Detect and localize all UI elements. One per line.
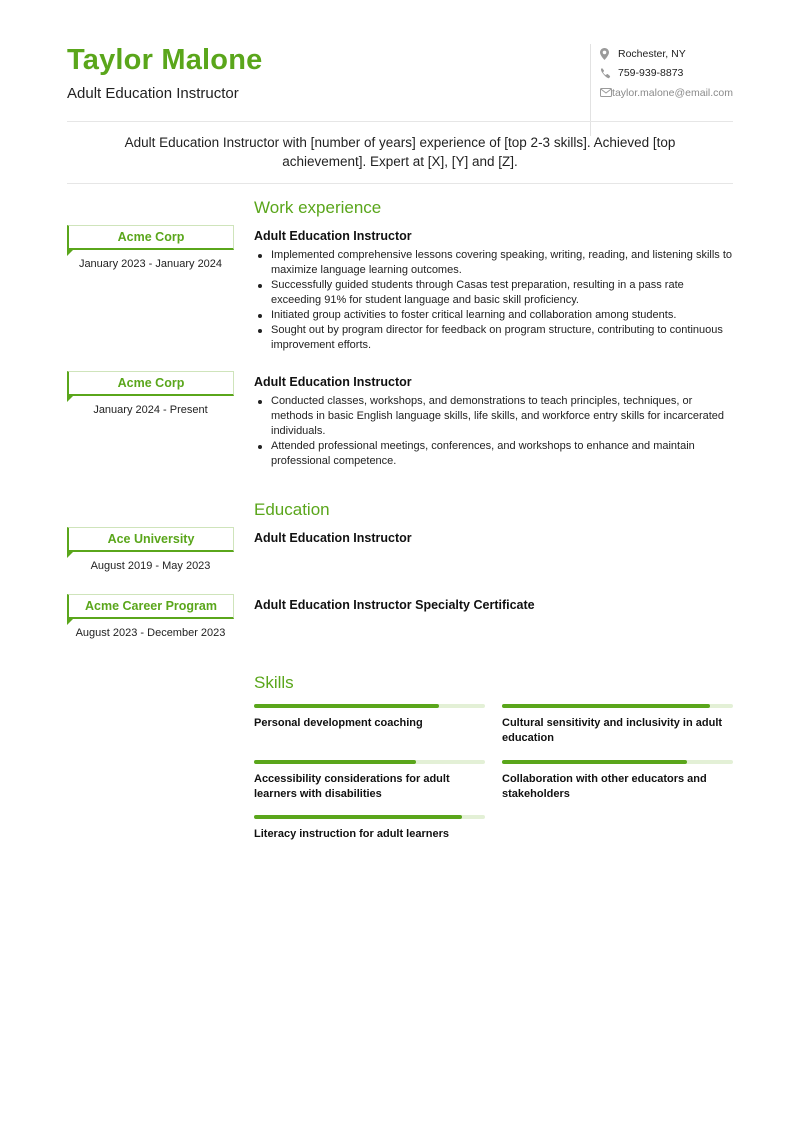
skill-name: Accessibility considerations for adult learners with disabilities: [254, 773, 450, 800]
candidate-role: Adult Education Instructor: [67, 85, 239, 102]
candidate-name: Taylor Malone: [67, 44, 263, 76]
professional-summary: Adult Education Instructor with [number of years] experience of [top 2-3 skills]. Achieved [top achievement]. Expert at [X], [Y] and [Z].: [124, 135, 676, 169]
bullet-item: Attended professional meetings, conferences, and workshops to enhance and maintain professional competence.: [254, 439, 734, 469]
contact-location: [600, 44, 733, 64]
bullet-item: Sought out by program director for feedback on program structure, contributing to continuous improvement efforts.: [254, 323, 734, 353]
job-dates: January 2024 - Present: [93, 404, 208, 416]
skill-level-bar: [502, 704, 733, 708]
skill-name: Cultural sensitivity and inclusivity in adult education: [502, 717, 723, 744]
bullet-item: Implemented comprehensive lessons covering speaking, writing, reading, and listening skills to maximize language learning outcomes.: [254, 248, 734, 278]
job-title: Adult Education Instructor: [254, 375, 412, 389]
bullet-item: Initiated group activities to foster critical learning and collaboration among students.: [254, 308, 734, 323]
skill-name: Personal development coaching: [254, 717, 423, 729]
skill-level-fill: [254, 704, 439, 708]
education-dates: August 2023 - December 2023: [75, 627, 226, 639]
skill-level-bar: [254, 760, 485, 764]
summary-divider: [67, 183, 733, 184]
degree-title: Adult Education Instructor: [254, 531, 412, 545]
skill-level-fill: [254, 815, 462, 819]
company-tag: Acme Corp: [67, 371, 234, 396]
skill-name: Collaboration with other educators and stakeholders: [502, 773, 707, 800]
phone-icon: [600, 68, 618, 79]
skill-level-bar: [502, 760, 733, 764]
map-pin-icon: [600, 48, 618, 60]
work-experience-heading: Work experience: [254, 198, 382, 217]
degree-title: Adult Education Instructor Specialty Certificate: [254, 598, 535, 612]
school-tag: Ace University: [67, 527, 234, 552]
bullet-item: Successfully guided students through Casas test preparation, resulting in a pass rate exceeding 91% for student language and basic skill proficiency.: [254, 278, 734, 308]
skill-level-bar: [254, 815, 485, 819]
skill-level-bar: [254, 704, 485, 708]
school-tag: Acme Career Program: [67, 594, 234, 619]
contact-email[interactable]: [600, 83, 733, 103]
location-text: Rochester, NY: [618, 47, 686, 60]
skill-item: [502, 760, 733, 802]
header-divider: [67, 121, 733, 122]
job-bullets: [254, 248, 734, 353]
skill-level-fill: [502, 760, 687, 764]
skills-heading: Skills: [254, 673, 294, 692]
contact-phone: [600, 64, 733, 84]
resume-header: [67, 44, 733, 124]
job-title: Adult Education Instructor: [254, 229, 412, 243]
email-link[interactable]: taylor.malone@email.com: [612, 86, 733, 99]
skill-level-fill: [254, 760, 416, 764]
skill-name: Literacy instruction for adult learners: [254, 828, 449, 840]
education-dates: August 2019 - May 2023: [90, 560, 211, 572]
company-tag: Acme Corp: [67, 225, 234, 250]
skill-item: [254, 760, 485, 802]
job-bullets: [254, 394, 734, 469]
bullet-item: Conducted classes, workshops, and demonstrations to teach principles, techniques, or methods in basic English language skills, life skills, and workforce entry skills for incarcerated individuals.: [254, 394, 734, 439]
skill-level-fill: [502, 704, 710, 708]
phone-text: 759-939-8873: [618, 67, 684, 80]
skill-item: [254, 704, 485, 731]
job-dates: January 2023 - January 2024: [78, 258, 223, 270]
envelope-icon: [600, 88, 612, 97]
skill-item: [254, 815, 485, 842]
contact-block: [590, 44, 733, 136]
skill-item: [502, 704, 733, 746]
education-heading: Education: [254, 500, 330, 519]
